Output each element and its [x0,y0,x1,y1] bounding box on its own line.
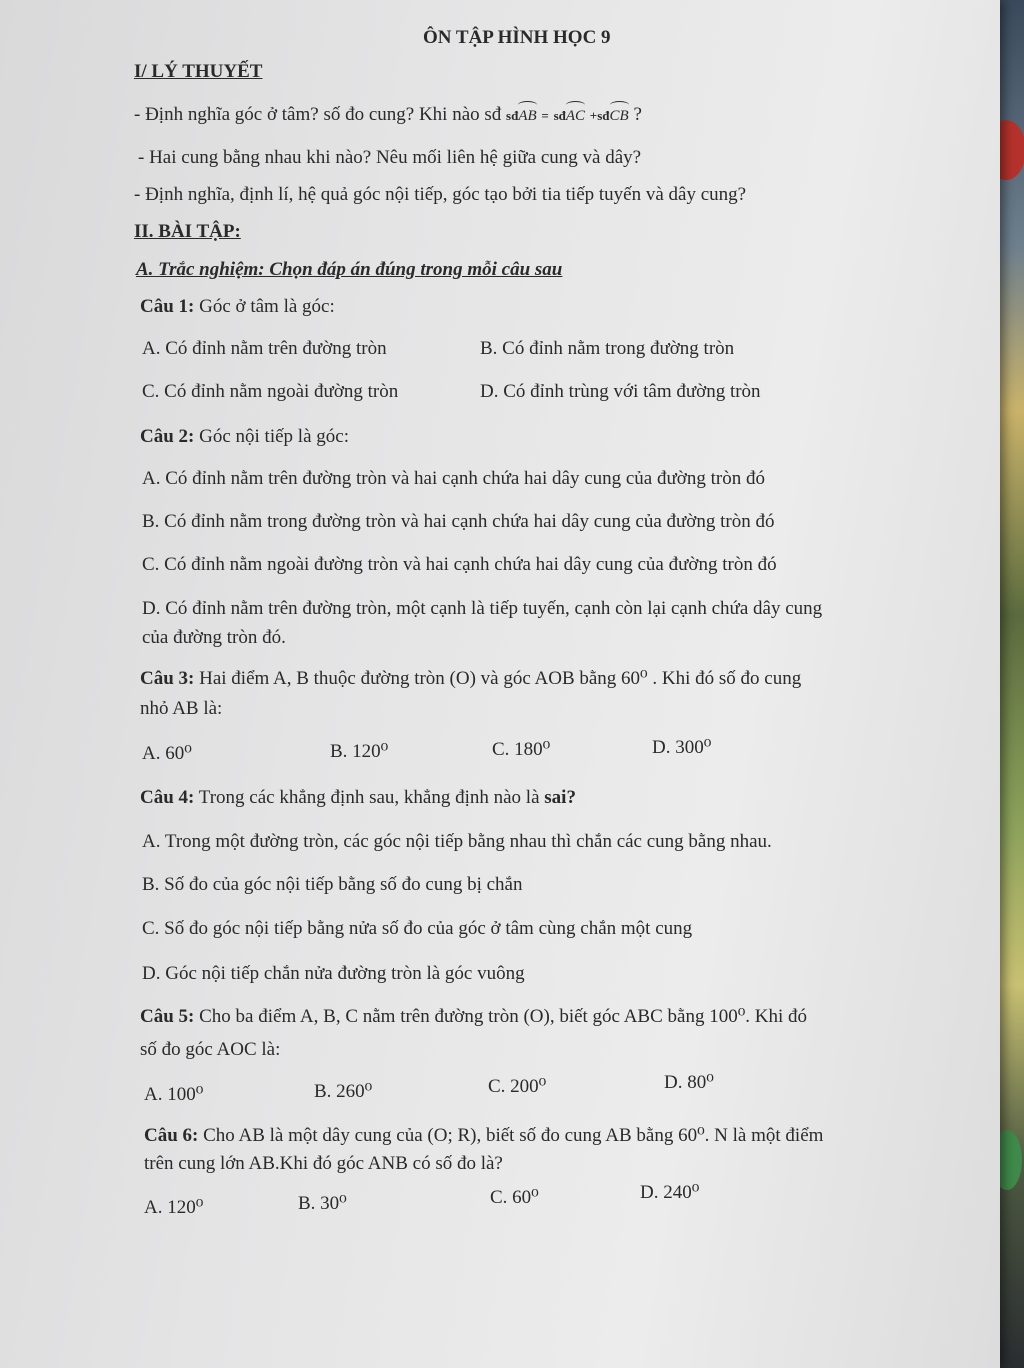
question-6-label: Câu 6: [144,1125,199,1146]
theory-question-2: - Hai cung bằng nhau khi nào? Nêu mối liên hệ giữa cung và dây? [138,147,642,168]
formula-qm: ? [633,104,642,125]
arc-cb: CB [610,104,629,128]
question-2-option-a: A. Có đỉnh nằm trên đường tròn và hai cạnh chứa hai dây cung của đường tròn đó [142,468,765,489]
arc-ac: AC [566,104,585,128]
question-5-option-d: D. 80⁰ [664,1072,714,1093]
question-2-text: Góc nội tiếp là góc: [199,426,349,447]
question-6 [144,1124,823,1148]
question-1-option-b: B. Có đỉnh nằm trong đường tròn [480,338,735,359]
section-exercise-heading: II. BÀI TẬP: [134,221,241,242]
question-4-option-a: A. Trong một đường tròn, các góc nội tiếp bằng nhau thì chắn các cung bằng nhau. [142,831,772,852]
question-5-option-c: C. 200⁰ [488,1076,547,1097]
question-6-option-b: B. 30⁰ [298,1193,347,1214]
question-5 [140,1005,807,1029]
question-1-option-d: D. Có đỉnh trùng với tâm đường tròn [480,381,761,402]
arc-ab: AB [518,104,536,128]
question-1-option-a: A. Có đỉnh nằm trên đường tròn [142,338,387,359]
question-4-text: Trong các khẳng định sau, khẳng định nào là [198,787,540,808]
question-4-option-b: B. Số đo của góc nội tiếp bằng số đo cung bị chắn [142,874,523,895]
question-6-option-c: C. 60⁰ [490,1187,539,1208]
question-3-option-c: C. 180⁰ [492,739,551,760]
formula-plus: + [589,108,598,123]
question-2-option-b: B. Có đỉnh nằm trong đường tròn và hai cạnh chứa hai dây cung của đường tròn đó [142,511,775,532]
theory-question-1-text: - Định nghĩa góc ở tâm? số đo cung? Khi nào sđ [134,104,502,125]
formula-sd-1: sđ [506,108,519,123]
question-6-text-cont: trên cung lớn AB.Khi đó góc ANB có số đo là? [144,1153,503,1174]
question-1-label: Câu 1: [140,296,195,317]
question-4-option-c: C. Số đo góc nội tiếp bằng nửa số đo của góc ở tâm cùng chắn một cung [142,918,693,939]
theory-question-1 [134,103,642,128]
question-5-label: Câu 5: [140,1006,195,1027]
question-2-option-d-cont: của đường tròn đó. [142,627,286,648]
question-2-option-d: D. Có đỉnh nằm trên đường tròn, một cạnh là tiếp tuyến, cạnh còn lại cạnh chứa dây cung [142,598,823,619]
question-6-text: Cho AB là một dây cung của (O; R), biết số đo cung AB bằng 60⁰. N là một điểm [203,1125,824,1146]
question-6-option-d: D. 240⁰ [640,1182,700,1203]
question-3-label: Câu 3: [140,668,195,689]
formula-sd-2: sđ [553,108,566,123]
theory-question-3: - Định nghĩa, định lí, hệ quả góc nội tiếp, góc tạo bởi tia tiếp tuyến và dây cung? [134,184,747,205]
question-5-text: Cho ba điểm A, B, C nằm trên đường tròn (O), biết góc ABC bằng 100⁰. Khi đó [199,1006,808,1027]
question-2-option-c: C. Có đỉnh nằm ngoài đường tròn và hai cạnh chứa hai dây cung của đường tròn đó [142,554,777,575]
question-2-label: Câu 2: [140,426,195,447]
question-3 [140,667,801,691]
section-theory-heading: I/ LÝ THUYẾT [134,61,263,82]
question-5-text-cont: số đo góc AOC là: [140,1039,281,1060]
subsection-multiple-choice: A. Trắc nghiệm: Chọn đáp án đúng trong mỗi câu sau [136,259,563,280]
question-2 [140,425,349,449]
question-3-option-d: D. 300⁰ [652,737,712,758]
question-6-option-a: A. 120⁰ [144,1197,204,1218]
question-3-option-b: B. 120⁰ [330,741,389,762]
question-5-option-a: A. 100⁰ [144,1084,204,1105]
question-1 [140,295,335,319]
question-1-text: Góc ở tâm là góc: [199,296,335,317]
question-4-option-d: D. Góc nội tiếp chắn nửa đường tròn là góc vuông [142,963,525,984]
formula-sd-3: sđ [597,108,610,123]
question-4-label: Câu 4: [140,787,195,808]
question-3-option-a: A. 60⁰ [142,743,192,764]
page-title: ÔN TẬP HÌNH HỌC 9 [423,27,611,48]
question-3-text-cont: nhỏ AB là: [140,698,223,719]
formula-eq: = [541,108,549,123]
question-5-option-b: B. 260⁰ [314,1081,373,1102]
question-3-text: Hai điểm A, B thuộc đường tròn (O) và góc AOB bằng 60⁰ . Khi đó số đo cung [199,668,802,689]
question-4 [140,786,576,810]
question-4-text-bold: sai? [544,787,576,808]
question-1-option-c: C. Có đỉnh nằm ngoài đường tròn [142,381,399,402]
